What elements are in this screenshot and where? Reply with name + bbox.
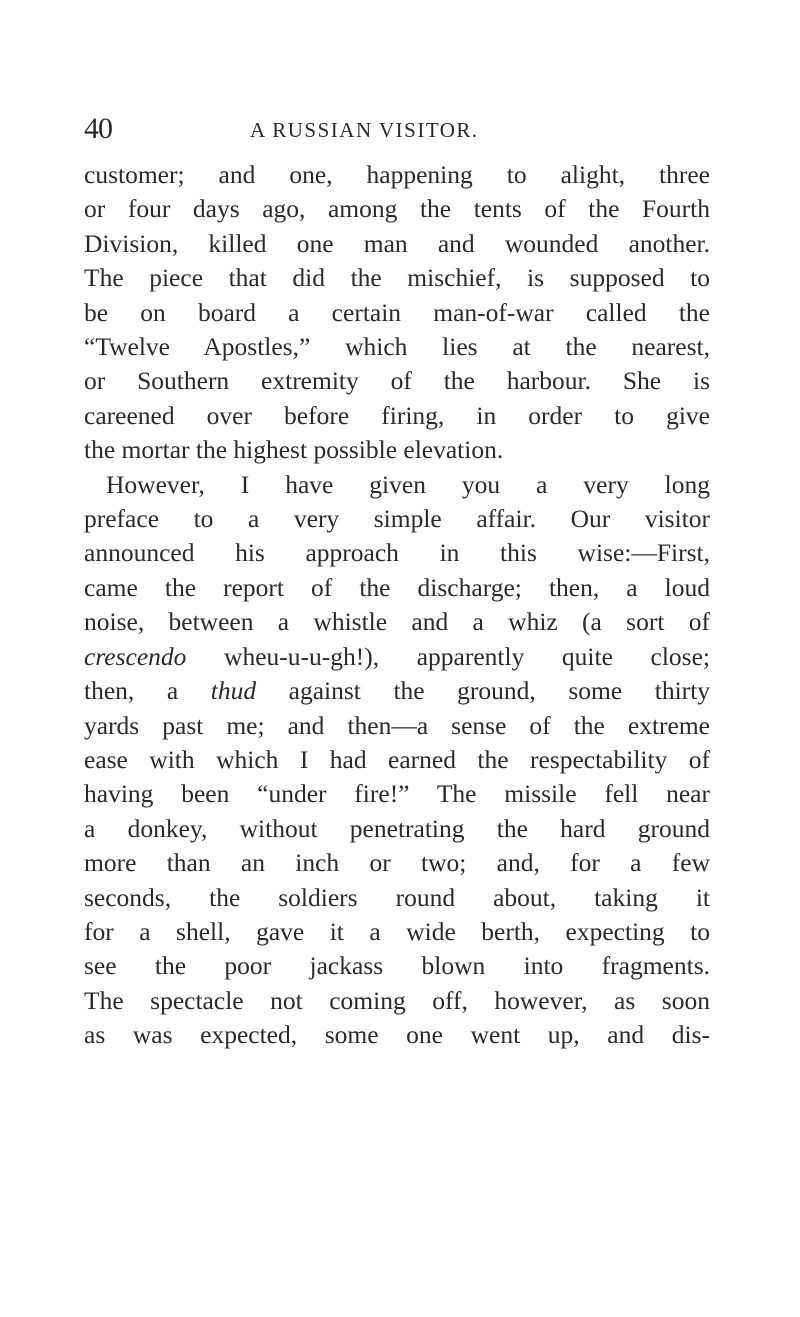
text-line: as was expected, some one went up, and dis-	[84, 1020, 710, 1050]
italic-word: crescendo	[84, 641, 187, 671]
text-run: then, a	[84, 676, 211, 706]
text-line: careened over before firing, in order to give	[84, 400, 710, 430]
text-line: The spectacle not coming off, however, as soon	[84, 985, 710, 1015]
text-line: or four days ago, among the tents of the Fourth	[84, 194, 710, 224]
text-line: The piece that did the mischief, is supposed to	[84, 263, 710, 293]
text-line: a donkey, without penetrating the hard ground	[84, 813, 710, 843]
page-header	[84, 110, 720, 150]
text-line-paragraph-start: However, I have given you a very long	[106, 469, 710, 499]
text-run: wheu-u-u-gh!), apparently quite close;	[186, 641, 710, 671]
text-line: for a shell, gave it a wide berth, expecting to	[84, 916, 710, 946]
body-text	[84, 158, 710, 1053]
text-line: see the poor jackass blown into fragments.	[84, 951, 710, 981]
text-line: more than an inch or two; and, for a few	[84, 848, 710, 878]
text-line: yards past me; and then—a sense of the extreme	[84, 710, 710, 740]
text-run: against the ground, some thirty	[256, 676, 710, 706]
text-line: or Southern extremity of the harbour. She is	[84, 366, 710, 396]
text-line: be on board a certain man-of-war called the	[84, 297, 710, 327]
italic-word: thud	[210, 676, 257, 706]
text-line: seconds, the soldiers round about, taking it	[84, 882, 710, 912]
text-line: having been “under fire!” The missile fell near	[84, 779, 710, 809]
text-line: announced his approach in this wise:—First,	[84, 538, 710, 568]
text-line: ease with which I had earned the respectability of	[84, 744, 710, 774]
text-line-with-italic	[84, 674, 710, 708]
text-line: “Twelve Apostles,” which lies at the nearest,	[84, 332, 710, 362]
text-line-paragraph-end: the mortar the highest possible elevation.	[84, 435, 504, 465]
text-line: customer; and one, happening to alight, three	[84, 160, 710, 189]
text-line-with-italic	[84, 640, 710, 674]
page-number: 40	[84, 112, 112, 145]
text-line: preface to a very simple affair. Our visitor	[84, 504, 710, 534]
running-head: A RUSSIAN VISITOR.	[250, 118, 479, 142]
text-line: came the report of the discharge; then, a loud	[84, 572, 710, 602]
text-line: Division, killed one man and wounded another.	[84, 228, 710, 258]
text-line: noise, between a whistle and a whiz (a sort of	[84, 607, 710, 637]
